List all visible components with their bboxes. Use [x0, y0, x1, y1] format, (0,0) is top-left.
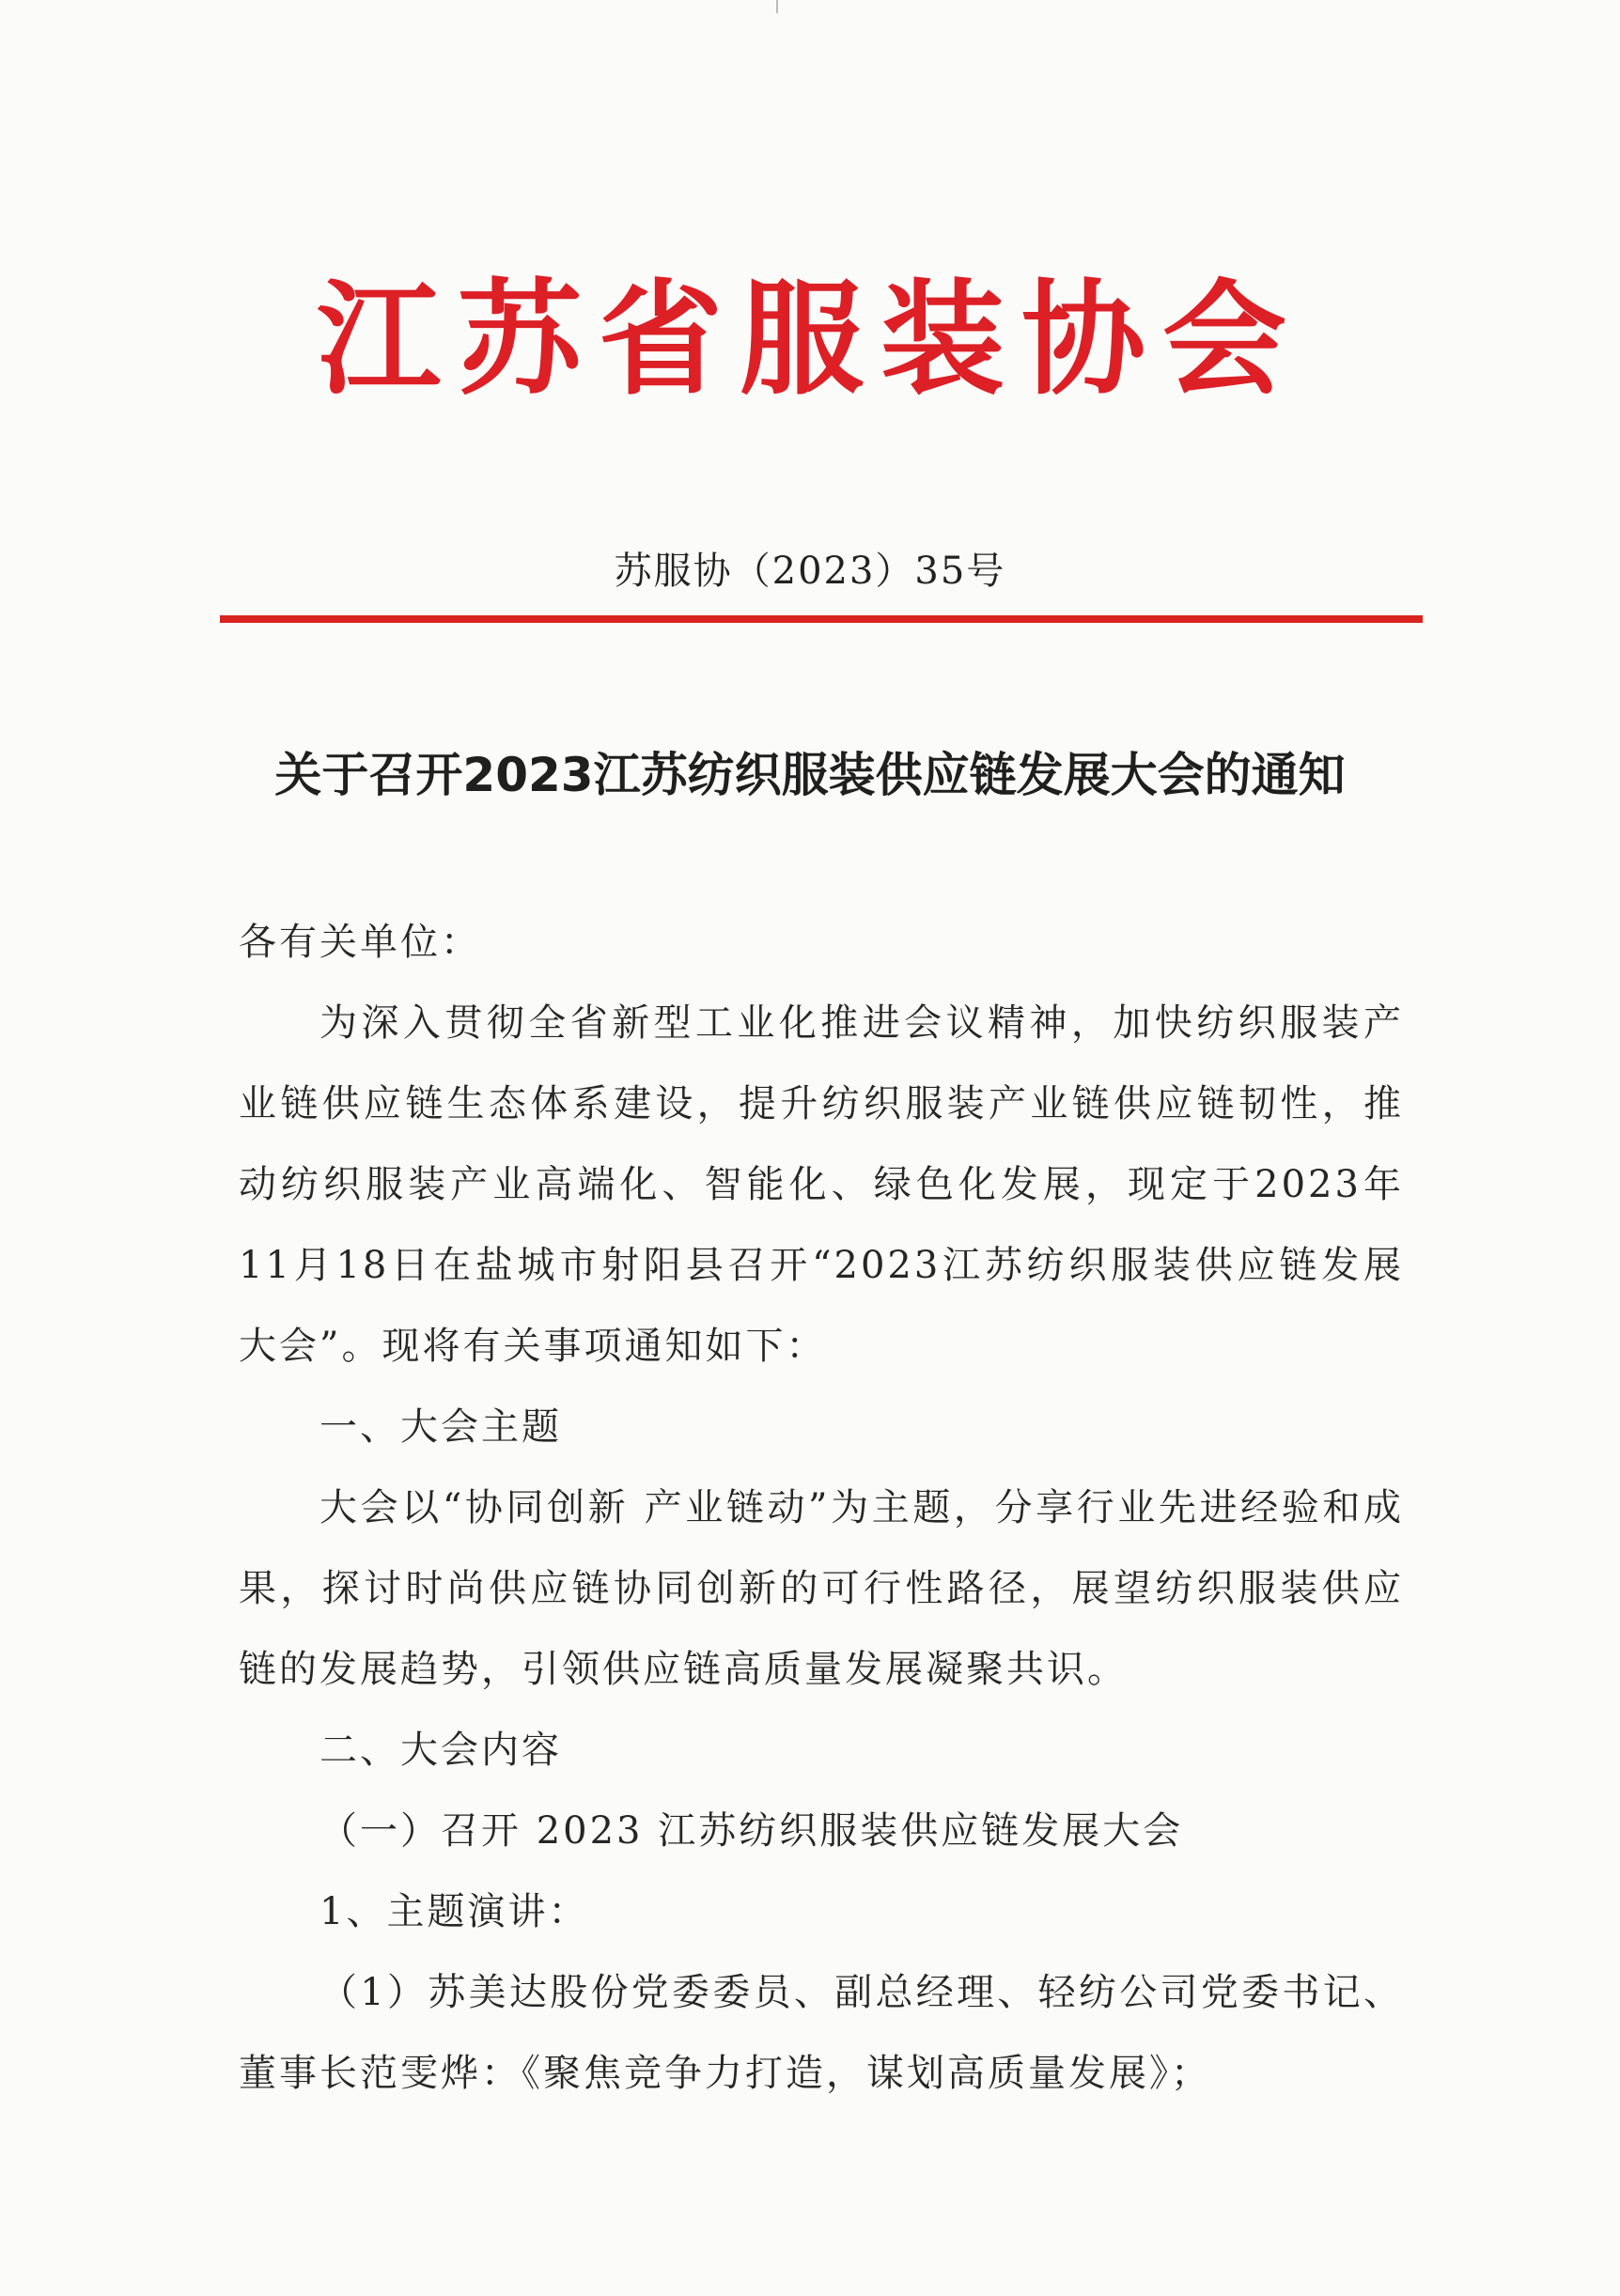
speech-item: （1）苏美达股份党委委员、副总经理、轻纺公司党委书记、董事长范雯烨：《聚焦竞争力打造，谋划高质量发展》； — [239, 1971, 1404, 2095]
organization-header: 江苏省服装协会 — [317, 268, 1303, 412]
document-body — [239, 902, 1404, 2114]
section-heading-theme: 一、大会主题 — [319, 1405, 562, 1449]
intro-paragraph: 为深入贯彻全省新型工业化推进会议精神，加快纺织服装产业链供应链生态体系建设，提升纺织服装产业链供应链韧性，推动纺织服装产业高端化、智能化、绿色化发展，现定于2023年11月18日在盐城市射阳县召开“2023江苏纺织服装供应链发展大会”。现将有关事项通知如下： — [239, 1001, 1404, 1368]
salutation: 各有关单位： — [239, 921, 481, 964]
subsection-heading: （一）召开 2023 江苏纺织服装供应链发展大会 — [319, 1809, 1184, 1853]
red-divider-line — [220, 615, 1423, 623]
section-heading-content: 二、大会内容 — [319, 1729, 562, 1772]
list-item-keynote: 1、主题演讲： — [319, 1890, 589, 1933]
document-number: 苏服协（2023）35号 — [614, 550, 1006, 593]
notice-title: 关于召开2023江苏纺织服装供应链发展大会的通知 — [274, 748, 1346, 802]
theme-paragraph: 大会以“协同创新 产业链动”为主题，分享行业先进经验和成果，探讨时尚供应链协同创新的可行性路径，展望纺织服装供应链的发展趋势，引领供应链高质量发展凝聚共识。 — [239, 1486, 1404, 1691]
scan-artifact — [776, 0, 778, 13]
